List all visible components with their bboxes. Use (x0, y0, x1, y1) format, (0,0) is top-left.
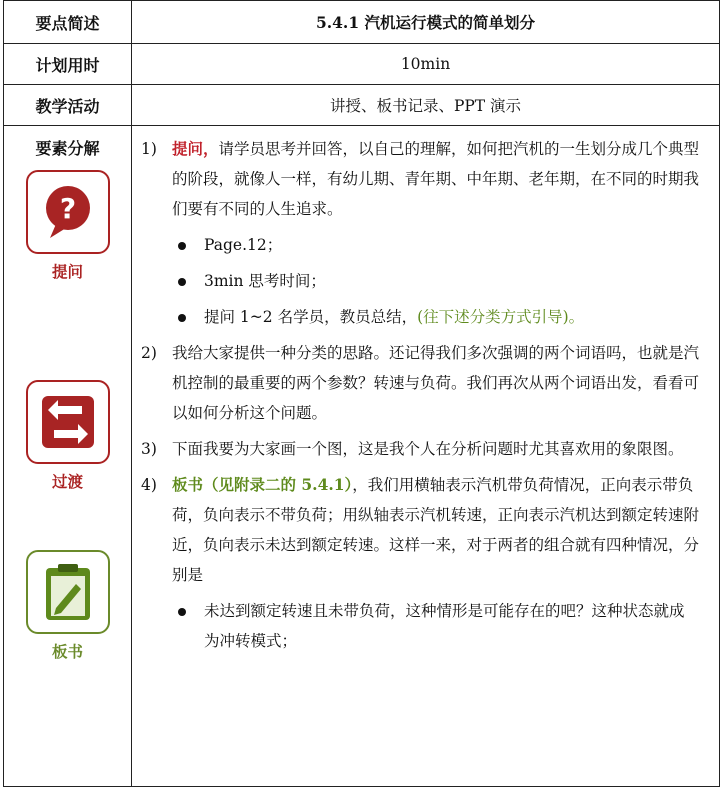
transition-icon (26, 380, 110, 464)
breakdown-cell (4, 126, 132, 787)
time-label: 计划用时 (4, 44, 132, 85)
row-summary (4, 1, 720, 44)
bullet-item (132, 302, 719, 332)
bullet-dot (178, 242, 186, 250)
svg-text:?: ? (59, 192, 76, 225)
list-item (132, 134, 719, 224)
bullet-item (132, 596, 719, 656)
item-text: 我给大家提供一种分类的思路。还记得我们多次强调的两个词语吗，也就是汽机控制的最重要的两个参数？转速与负荷。我们再次从两个词语出发，看看可以如何分析这个问题。 (172, 344, 700, 422)
summary-value: 5.4.1 汽机运行模式的简单划分 (132, 1, 720, 44)
bullet-note: (往下述分类方式引导)。 (417, 308, 585, 326)
item-number: 3) (141, 440, 157, 458)
bullet-dot (178, 314, 186, 322)
board-highlight: 板书（见附录二的 5.4.1） (172, 475, 353, 494)
question-icon (26, 170, 110, 254)
content (132, 134, 719, 656)
bullet-text: 提问 1~2 名学员，教员总结， (204, 308, 418, 326)
question-caption: 提问 (51, 263, 83, 281)
lesson-plan-table (3, 0, 720, 787)
bullet-text: 未达到额定转速且未带负荷，这种情形是可能存在的吧？这种状态就成为冲转模式； (204, 602, 685, 650)
time-value: 10min (132, 44, 720, 85)
item-number: 1) (141, 140, 157, 158)
board-icon (26, 550, 110, 634)
list-item (132, 338, 719, 428)
bullet-text: 3min 思考时间； (204, 272, 326, 290)
content-cell (132, 126, 720, 787)
question-highlight: 提问， (172, 139, 219, 158)
item-number: 2) (141, 344, 157, 362)
transition-block (4, 380, 131, 492)
activity-label: 教学活动 (4, 85, 132, 126)
bullet-item (132, 230, 719, 260)
item-number: 4) (141, 476, 157, 494)
list-item (132, 470, 719, 590)
transition-caption: 过渡 (51, 473, 83, 491)
bullet-dot (178, 608, 186, 616)
question-block (4, 170, 131, 282)
board-block (4, 550, 131, 662)
activity-value: 讲授、板书记录、PPT 演示 (132, 85, 720, 126)
bullet-item (132, 266, 719, 296)
bullet-dot (178, 278, 186, 286)
breakdown-label: 要素分解 (35, 139, 100, 158)
item-text: ，我们用横轴表示汽机带负荷情况，正向表示带负荷，负向表示不带负荷；用纵轴表示汽机转速，正向表示汽机达到额定转速附近，负向表示未达到额定转速。这样一来，对于两者的组合就有四种情况，分别是 (172, 476, 700, 584)
row-breakdown (4, 126, 720, 787)
summary-label: 要点简述 (4, 1, 132, 44)
row-activity (4, 85, 720, 126)
list-item (132, 434, 719, 464)
board-caption: 板书 (51, 643, 83, 661)
item-text: 下面我要为大家画一个图，这是我个人在分析问题时尤其喜欢用的象限图。 (172, 440, 684, 458)
bullet-text: Page.12； (204, 236, 283, 254)
row-time (4, 44, 720, 85)
item-text: 请学员思考并回答，以自己的理解，如何把汽机的一生划分成几个典型的阶段，就像人一样，有幼儿期、青年期、中年期、老年期，在不同的时期我们要有不同的人生追求。 (172, 140, 700, 218)
